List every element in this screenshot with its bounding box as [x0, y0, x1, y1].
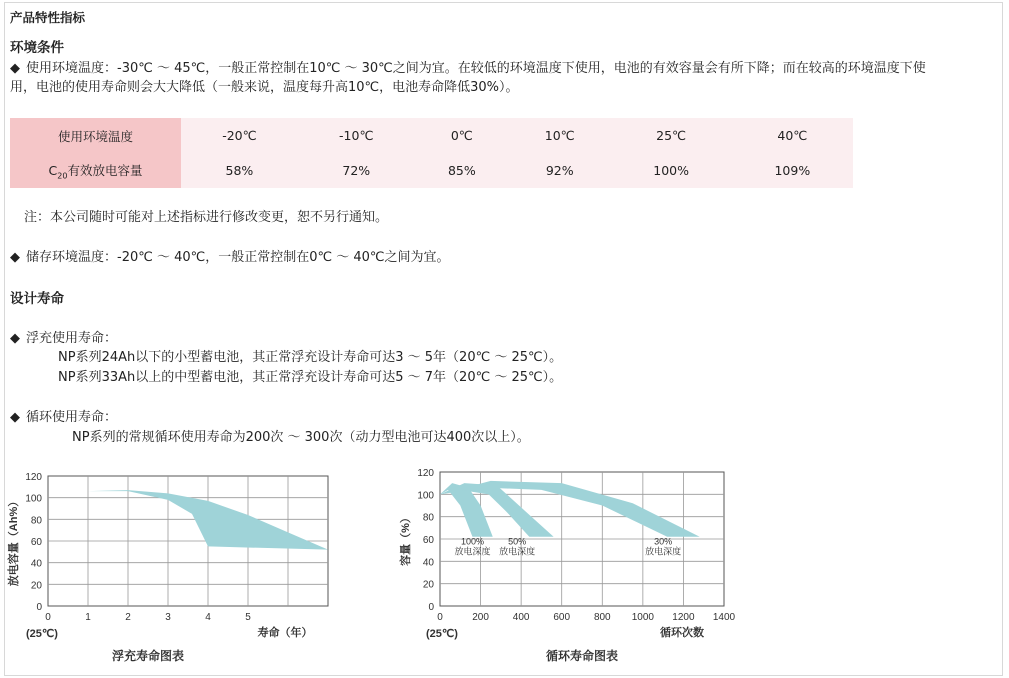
annotation-pct: 100% [460, 536, 484, 547]
x-tick-label: 400 [512, 612, 530, 623]
cycle-life-line1: NP系列的常规循环使用寿命为200次 ～ 300次（动力型电池可达400次以上）。 [72, 430, 530, 445]
chart-title: 浮充寿命图表 [111, 649, 185, 663]
chart-title: 循环寿命图表 [545, 649, 619, 663]
cycle-life-chart [392, 462, 752, 672]
table-cell: 58% [181, 153, 298, 188]
float-life-line1: NP系列24Ah以下的小型蓄电池，其正常浮充设计寿命可达3 ～ 5年（20℃ ～ 25℃）。 [58, 350, 563, 365]
corner-temp-label: (25℃) [426, 628, 458, 640]
y-axis-label: 放电容量（Ah%） [8, 495, 20, 587]
x-tick-label: 600 [553, 612, 571, 623]
table-cell: 85% [415, 153, 509, 188]
table-cell: 100% [611, 153, 732, 188]
x-tick-label: 1200 [672, 612, 695, 623]
y-tick-label: 80 [30, 515, 42, 527]
row-label-temp: 使用环境温度 [10, 118, 181, 153]
x-tick-label: 3 [165, 612, 171, 623]
table-cell: 40℃ [732, 118, 853, 153]
table-cell: 0℃ [415, 118, 509, 153]
temperature-capacity-table [10, 118, 853, 188]
annotation-pct: 50% [508, 536, 527, 547]
capacity-label-c: C [48, 162, 58, 178]
x-tick-label: 1 [85, 612, 91, 623]
env-heading: 环境条件 [10, 40, 64, 56]
annotation-label: 放电深度 [645, 546, 682, 557]
disclaimer-note: 注：本公司随时可能对上述指标进行修改变更，恕不另行通知。 [24, 210, 389, 225]
table-row [10, 153, 853, 188]
y-tick-label: 60 [30, 537, 42, 548]
env-usage-line1: 使用环境温度：-30℃ ～ 45℃，一般正常控制在10℃ ～ 30℃之间为宜。在较低的环境温度下使用，电池的有效容量会有所下降；而在较高的环境温度下使 [26, 61, 926, 76]
diamond-bullet-icon: ◆ [10, 410, 20, 425]
x-tick-label: 5 [245, 612, 251, 623]
float-life-chart [0, 462, 350, 672]
table-cell: 109% [732, 153, 853, 188]
x-tick-label: 1400 [712, 612, 736, 623]
diamond-bullet-icon: ◆ [10, 250, 20, 265]
y-tick-label: 60 [422, 535, 434, 546]
x-tick-label: 4 [205, 612, 211, 623]
life-heading: 设计寿命 [10, 291, 64, 307]
y-tick-label: 100 [25, 493, 42, 505]
y-axis-label: 容量（%） [400, 512, 412, 566]
y-tick-label: 80 [422, 512, 434, 524]
row-label-capacity [10, 153, 181, 188]
annotation-pct: 30% [654, 536, 673, 547]
table-cell: -10℃ [298, 118, 415, 153]
capacity-label-sub: 20 [57, 171, 68, 181]
y-tick-label: 0 [36, 602, 42, 613]
x-tick-label: 0 [45, 612, 51, 623]
page-title: 产品特性指标 [10, 10, 86, 25]
cycle-life-title-text: 循环使用寿命： [26, 410, 118, 425]
diamond-bullet-icon: ◆ [10, 331, 20, 346]
y-tick-label: 120 [417, 468, 434, 479]
y-tick-label: 0 [428, 602, 434, 613]
corner-temp-label: (25℃) [26, 628, 58, 640]
storage-temp-text: 储存环境温度：-20℃ ～ 40℃，一般正常控制在0℃ ～ 40℃之间为宜。 [26, 250, 450, 265]
x-tick-label: 200 [472, 612, 489, 623]
table-cell: 25℃ [611, 118, 732, 153]
table-row [10, 118, 853, 153]
table-cell: 10℃ [509, 118, 611, 153]
x-axis-label: 循环次数 [660, 627, 704, 639]
x-tick-label: 0 [437, 612, 443, 623]
float-life-title [10, 331, 117, 347]
y-tick-label: 20 [422, 579, 434, 591]
float-life-line2: NP系列33Ah以上的中型蓄电池，其正常浮充设计寿命可达5 ～ 7年（20℃ ～ 25℃）。 [58, 370, 563, 385]
env-usage-paragraph [10, 59, 1000, 97]
x-tick-label: 1000 [631, 612, 654, 623]
diamond-bullet-icon: ◆ [10, 61, 20, 76]
y-tick-label: 100 [417, 490, 434, 502]
float-life-title-text: 浮充使用寿命： [26, 331, 118, 346]
x-tick-label: 800 [593, 612, 611, 623]
capacity-label-text: 有效放电容量 [67, 162, 143, 178]
x-tick-label: 2 [125, 612, 131, 623]
cycle-life-title [10, 410, 117, 426]
table-cell: 72% [298, 153, 415, 188]
table-cell: -20℃ [181, 118, 298, 153]
env-usage-line2: 用，电池的使用寿命则会大大降低（一般来说，温度每升高10℃，电池寿命降低30%）。 [10, 80, 519, 95]
annotation-label: 放电深度 [499, 546, 536, 557]
y-tick-label: 20 [30, 580, 42, 592]
y-tick-label: 120 [25, 472, 42, 483]
y-tick-label: 40 [422, 557, 434, 569]
table-cell: 92% [509, 153, 611, 188]
annotation-label: 放电深度 [454, 546, 491, 557]
x-axis-label: 寿命（年） [257, 627, 313, 639]
y-tick-label: 40 [30, 558, 42, 570]
storage-temp-line [10, 250, 450, 266]
